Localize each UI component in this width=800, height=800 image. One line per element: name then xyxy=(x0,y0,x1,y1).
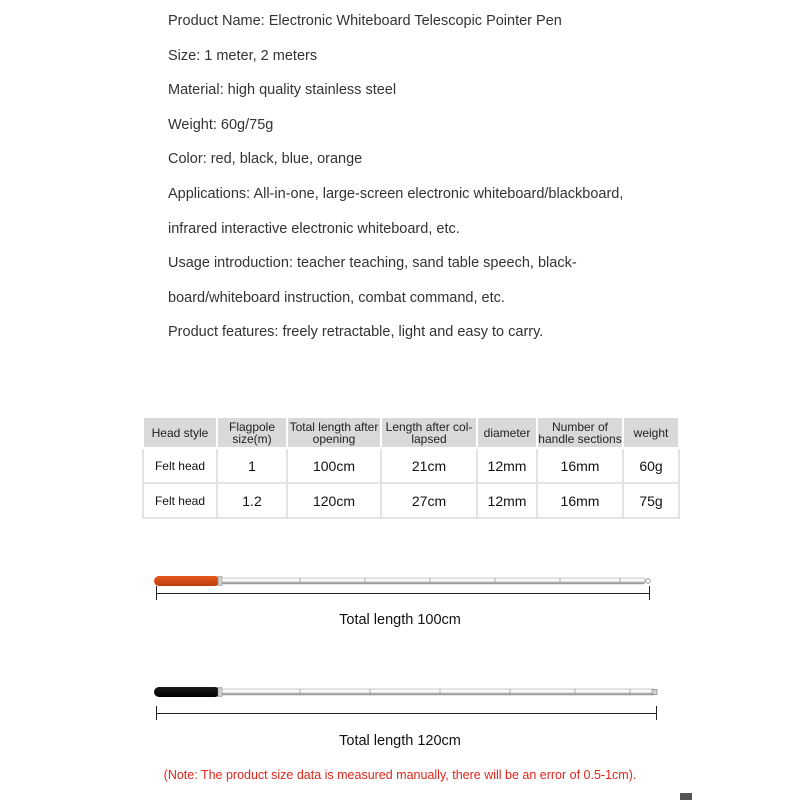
measure-line xyxy=(156,713,657,714)
desc-material: Material: high quality stainless steel xyxy=(168,82,397,99)
pointer-caption-120cm: Total length 120cm xyxy=(339,733,461,749)
measure-tick xyxy=(649,586,650,600)
table-cell: 60g xyxy=(623,448,679,483)
pointer-orange-image xyxy=(0,550,800,610)
header-collapsed-length: Length after col-lapsed xyxy=(381,417,477,448)
measure-tick xyxy=(156,706,157,720)
table-cell: 16mm xyxy=(537,448,623,483)
pointer-caption-100cm: Total length 100cm xyxy=(339,612,461,628)
table-cell: Felt head xyxy=(143,483,217,518)
product-description xyxy=(168,10,788,356)
table-cell: 12mm xyxy=(477,448,537,483)
desc-usage-cont: board/whiteboard instruction, combat command, etc. xyxy=(168,289,505,306)
table-cell: 1.2 xyxy=(217,483,287,518)
pointer-shaft xyxy=(215,689,655,695)
desc-features: Product features: freely retractable, light and easy to carry. xyxy=(168,324,544,341)
header-weight: weight xyxy=(623,417,679,448)
decorative-corner-mark xyxy=(680,793,692,800)
header-flagpole-size: Flagpole size(m) xyxy=(217,417,287,448)
table-cell: Felt head xyxy=(143,448,217,483)
table-cell: 75g xyxy=(623,483,679,518)
header-total-length: Total length after opening xyxy=(287,417,381,448)
header-head-style: Head style xyxy=(143,417,217,448)
measure-tick xyxy=(656,706,657,720)
measurement-note: (Note: The product size data is measured manually, there will be an error of 0.5-1cm). xyxy=(163,768,637,782)
desc-usage: Usage introduction: teacher teaching, sand table speech, black- xyxy=(168,255,577,272)
desc-product-name: Product Name: Electronic Whiteboard Telescopic Pointer Pen xyxy=(168,13,562,29)
spec-table xyxy=(142,416,680,519)
table-cell: 1 xyxy=(217,448,287,483)
table-row xyxy=(143,448,679,483)
desc-size: Size: 1 meter, 2 meters xyxy=(168,47,318,64)
desc-weight: Weight: 60g/75g xyxy=(168,116,274,133)
header-handle-sections: Number of handle sections xyxy=(537,417,623,448)
pointer-tip xyxy=(652,690,657,695)
spec-table-header-row xyxy=(143,417,679,448)
table-cell: 120cm xyxy=(287,483,381,518)
measure-tick xyxy=(156,586,157,600)
table-cell: 100cm xyxy=(287,448,381,483)
table-row xyxy=(143,483,679,518)
header-diameter: diameter xyxy=(477,417,537,448)
pointer-handle xyxy=(154,576,220,586)
table-cell: 16mm xyxy=(537,483,623,518)
pointer-tip xyxy=(646,579,650,583)
table-cell: 27cm xyxy=(381,483,477,518)
desc-applications-cont: infrared interactive electronic whiteboard, etc. xyxy=(168,220,460,237)
measure-line xyxy=(156,593,650,594)
table-cell: 12mm xyxy=(477,483,537,518)
desc-color: Color: red, black, blue, orange xyxy=(168,151,363,168)
pointer-handle xyxy=(154,687,220,697)
table-cell: 21cm xyxy=(381,448,477,483)
desc-applications: Applications: All-in-one, large-screen electronic whiteboard/blackboard, xyxy=(168,185,624,202)
